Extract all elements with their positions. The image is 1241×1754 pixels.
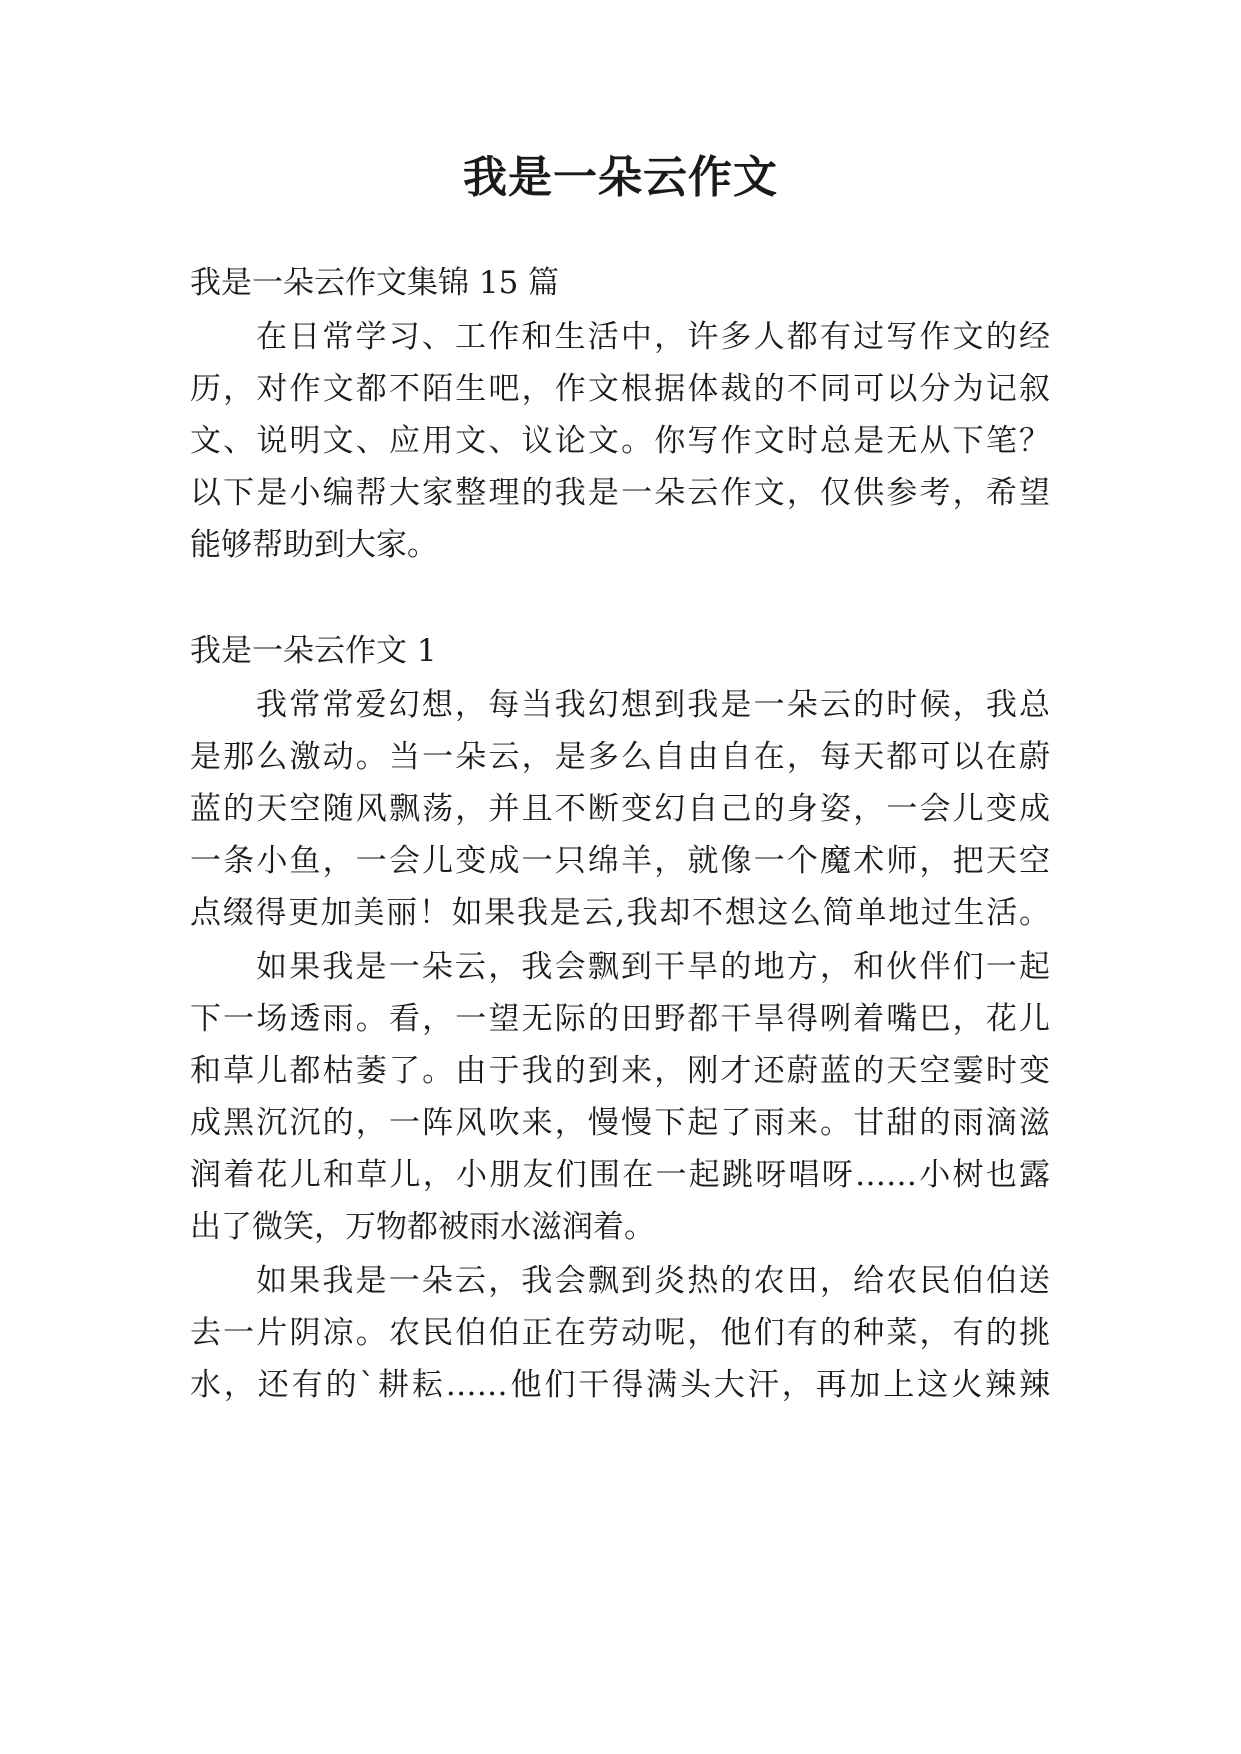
document-title: 我是一朵云作文 <box>463 152 778 203</box>
intro-line: 文、说明文、应用文、议论文。你写作文时总是无从下笔？ <box>190 423 1050 459</box>
paragraph-line: 出了微笑，万物都被雨水滋润着。 <box>190 1209 655 1245</box>
paragraph-line: 水，还有的`耕耘……他们干得满头大汗，再加上这火辣辣 <box>190 1367 1050 1403</box>
paragraph-line: 下一场透雨。看，一望无际的田野都干旱得咧着嘴巴，花儿 <box>190 1001 1050 1037</box>
intro-line: 历，对作文都不陌生吧，作文根据体裁的不同可以分为记叙 <box>190 371 1050 407</box>
intro-line: 能够帮助到大家。 <box>190 527 438 563</box>
paragraph-line: 如果我是一朵云，我会飘到炎热的农田，给农民伯伯送 <box>256 1263 1050 1299</box>
paragraph-line: 点缀得更加美丽！如果我是云,我却不想这么简单地过生活。 <box>190 895 1050 931</box>
paragraph-line: 一条小鱼，一会儿变成一只绵羊，就像一个魔术师，把天空 <box>190 843 1050 879</box>
paragraph-line: 润着花儿和草儿，小朋友们围在一起跳呀唱呀……小树也露 <box>190 1157 1050 1193</box>
paragraph-line: 蓝的天空随风飘荡，并且不断变幻自己的身姿，一会儿变成 <box>190 791 1050 827</box>
paragraph-line: 我常常爱幻想，每当我幻想到我是一朵云的时候，我总 <box>256 687 1050 723</box>
paragraph-line: 成黑沉沉的，一阵风吹来，慢慢下起了雨来。甘甜的雨滴滋 <box>190 1105 1050 1141</box>
paragraph-line: 和草儿都枯萎了。由于我的到来，刚才还蔚蓝的天空霎时变 <box>190 1053 1050 1089</box>
paragraph-line: 如果我是一朵云，我会飘到干旱的地方，和伙伴们一起 <box>256 949 1050 985</box>
paragraph-line: 去一片阴凉。农民伯伯正在劳动呢，他们有的种菜，有的挑 <box>190 1315 1050 1351</box>
document-subtitle: 我是一朵云作文集锦 15 篇 <box>190 265 560 301</box>
section-heading: 我是一朵云作文 1 <box>190 633 437 669</box>
intro-line: 以下是小编帮大家整理的我是一朵云作文，仅供参考，希望 <box>190 475 1050 511</box>
paragraph-line: 是那么激动。当一朵云，是多么自由自在，每天都可以在蔚 <box>190 739 1050 775</box>
intro-line: 在日常学习、工作和生活中，许多人都有过写作文的经 <box>256 319 1050 355</box>
